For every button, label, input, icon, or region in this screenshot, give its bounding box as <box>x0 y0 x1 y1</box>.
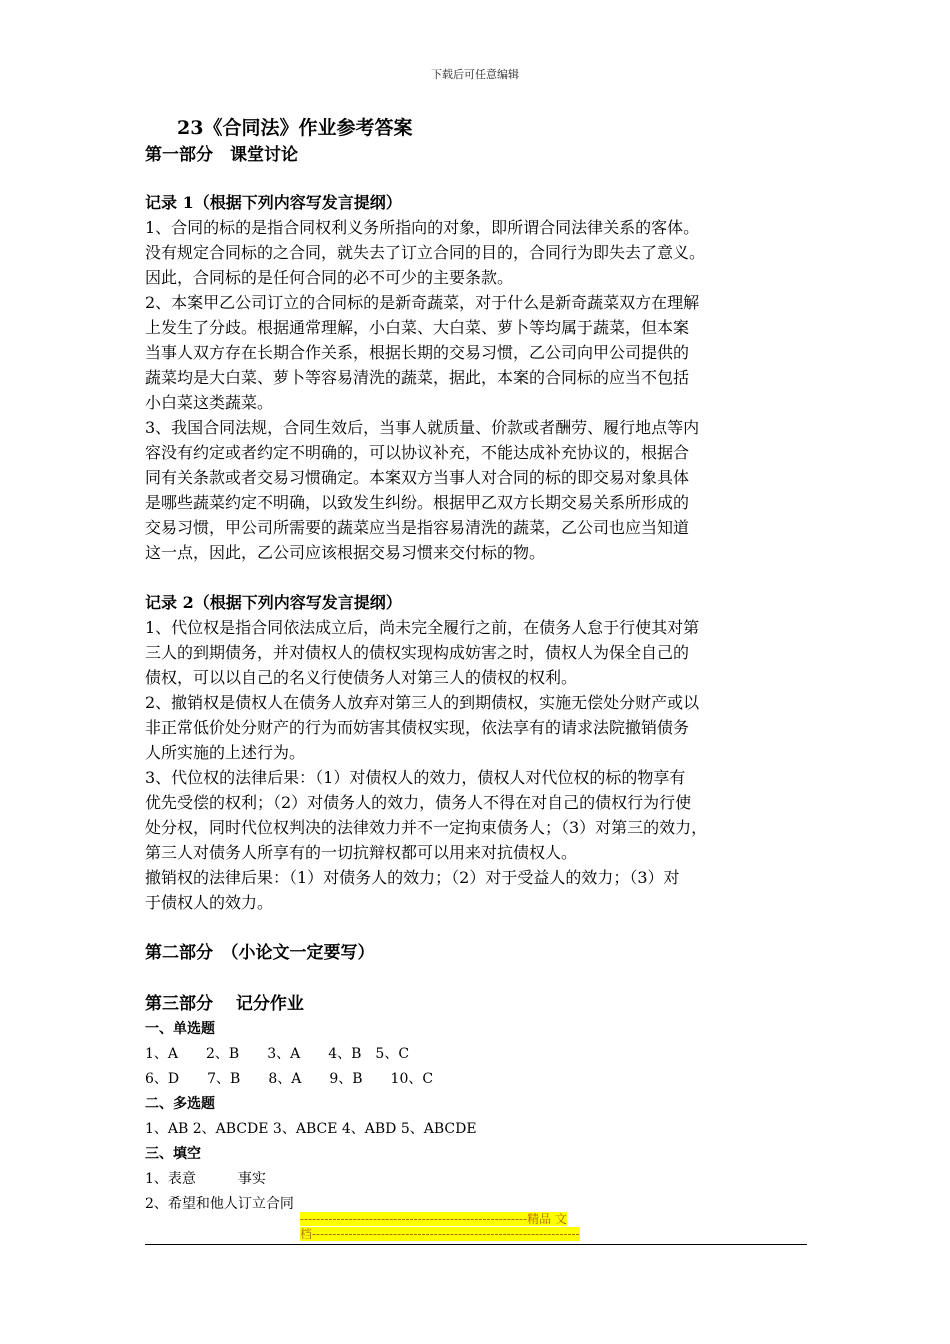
record1-line: 当事人双方存在长期合作关系，根据长期的交易习惯，乙公司向甲公司提供的 <box>145 343 690 362</box>
record1-line: 容没有约定或者约定不明确的，可以协议补充，不能达成补充协议的，根据合 <box>145 443 690 462</box>
fill-blank-row: 2、希望和他人订立合同 <box>145 1196 294 1212</box>
record2-line: 撤销权的法律后果：（1）对债务人的效力；（2）对于受益人的效力；（3）对 <box>145 868 680 887</box>
record2-line: 3、代位权的法律后果：（1）对债权人的效力，债权人对代位权的标的物享有 <box>145 768 686 787</box>
part2-heading: 第二部分 （小论文一定要写） <box>145 943 375 963</box>
record1-line: 上发生了分歧。根据通常理解，小白菜、大白菜、萝卜等均属于蔬菜，但本案 <box>145 318 690 337</box>
fill-blank-row: 1、表意 事实 <box>145 1171 266 1187</box>
record1-line: 没有规定合同标的之合同，就失去了订立合同的目的，合同行为即失去了意义。 <box>145 243 706 262</box>
record1-line: 2、本案甲乙公司订立的合同标的是新奇蔬菜，对于什么是新奇蔬菜双方在理解 <box>145 293 700 312</box>
record1-line: 是哪些蔬菜约定不明确，以致发生纠纷。根据甲乙双方长期交易关系所形成的 <box>145 493 690 512</box>
footer-line: --------------------------------------------------------精品 文 <box>300 1212 567 1226</box>
record2-line: 非正常低价处分财产的行为而妨害其债权实现，依法享有的请求法院撤销债务 <box>145 718 690 737</box>
footer-watermark <box>300 1212 640 1242</box>
footer-line: 档------------------------------------------------------------------ <box>300 1227 580 1241</box>
record2-line: 人所实施的上述行为。 <box>145 743 306 762</box>
record1-line: 蔬菜均是大白菜、萝卜等容易清洗的蔬菜，据此，本案的合同标的应当不包括 <box>145 368 690 387</box>
record2-line: 处分权，同时代位权判决的法律效力并不一定拘束债务人；（3）对第三的效力， <box>145 818 708 837</box>
single-choice-row: 1、A 2、B 3、A 4、B 5、C <box>145 1046 410 1062</box>
single-choice-heading: 一、单选题 <box>145 1021 215 1037</box>
footer-rule <box>145 1244 807 1245</box>
record2-text <box>145 615 820 915</box>
record2-line: 三人的到期债务，并对债权人的债权实现构成妨害之时，债权人为保全自己的 <box>145 643 690 662</box>
record2-line: 2、撤销权是债权人在债务人放弃对第三人的到期债权，实施无偿处分财产或以 <box>145 693 700 712</box>
single-choice-row: 6、D 7、B 8、A 9、B 10、C <box>145 1071 434 1087</box>
record1-line: 同有关条款或者交易习惯确定。本案双方当事人对合同的标的即交易对象具体 <box>145 468 690 487</box>
record1-line: 因此，合同标的是任何合同的必不可少的主要条款。 <box>145 268 514 287</box>
fill-blank-heading: 三、填空 <box>145 1146 201 1162</box>
multi-choice-heading: 二、多选题 <box>145 1096 215 1112</box>
record1-line: 这一点，因此，乙公司应该根据交易习惯来交付标的物。 <box>145 543 546 562</box>
record1-text <box>145 215 820 565</box>
part3-heading: 第三部分 记分作业 <box>145 994 304 1014</box>
page-header-note: 下载后可任意编辑 <box>431 68 519 81</box>
record1-heading: 记录 1（根据下列内容写发言提纲） <box>145 193 402 212</box>
record2-line: 债权，可以以自己的名义行使债务人对第三人的债权的权利。 <box>145 668 578 687</box>
record2-line: 于债权人的效力。 <box>145 893 274 912</box>
part1-heading: 第一部分 课堂讨论 <box>145 145 298 165</box>
record2-line: 第三人对债务人所享有的一切抗辩权都可以用来对抗债权人。 <box>145 843 578 862</box>
record2-line: 优先受偿的权利；（2）对债务人的效力，债务人不得在对自己的债权行为行使 <box>145 793 692 812</box>
record1-line: 3、我国合同法规，合同生效后，当事人就质量、价款或者酬劳、履行地点等内 <box>145 418 700 437</box>
record1-line: 交易习惯，甲公司所需要的蔬菜应当是指容易清洗的蔬菜，乙公司也应当知道 <box>145 518 690 537</box>
document-body <box>145 114 820 1217</box>
record2-heading: 记录 2（根据下列内容写发言提纲） <box>145 593 402 612</box>
record1-line: 1、合同的标的是指合同权利义务所指向的对象，即所谓合同法律关系的客体。 <box>145 218 700 237</box>
document-title: 23《合同法》作业参考答案 <box>177 117 413 139</box>
record1-line: 小白菜这类蔬菜。 <box>145 393 274 412</box>
multi-choice-row: 1、AB 2、ABCDE 3、ABCE 4、ABD 5、ABCDE <box>145 1121 477 1137</box>
record2-line: 1、代位权是指合同依法成立后，尚未完全履行之前，在债务人怠于行使其对第 <box>145 618 700 637</box>
